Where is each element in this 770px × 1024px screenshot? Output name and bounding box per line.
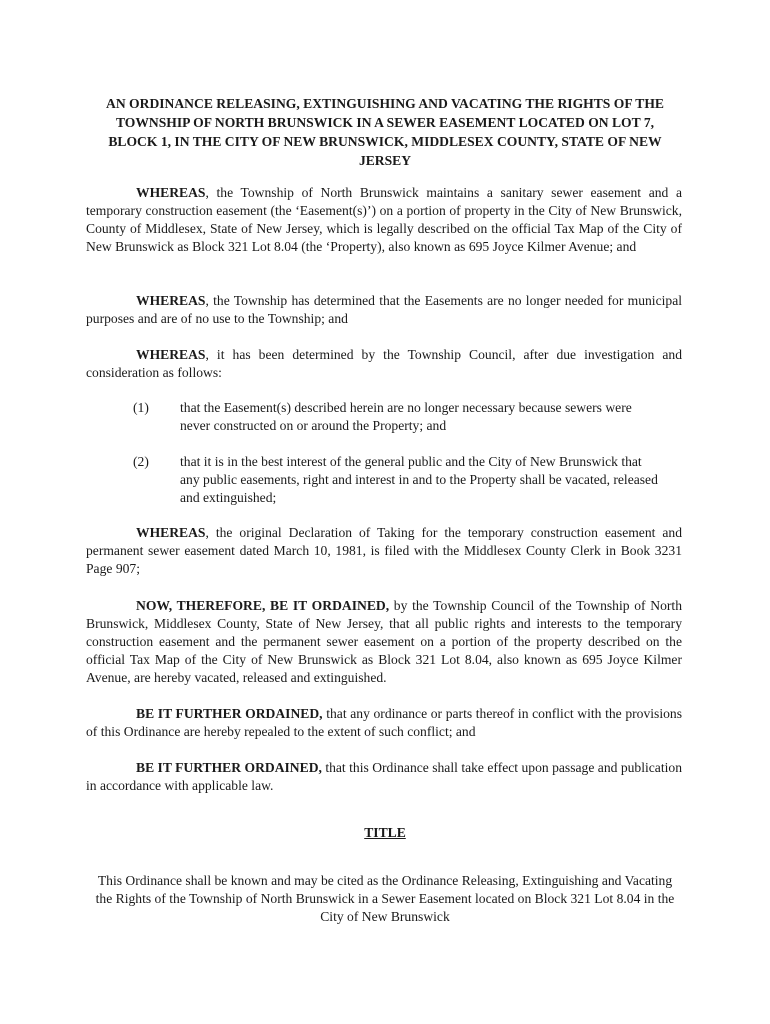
ordained-lead: NOW, THEREFORE, BE IT ORDAINED, (136, 598, 390, 613)
further-ordained-paragraph-2 (86, 759, 682, 795)
whereas-paragraph-1 (86, 184, 682, 256)
whereas-text: , the original Declaration of Taking for the temporary construction easement and permanent sewer easement dated March 10, 1981, is filed with the Middlesex County Clerk in Book 3231 Page 907; (86, 525, 682, 576)
whereas-text: , it has been determined by the Township Council, after due investigation and consideration as follows: (86, 347, 682, 380)
whereas-text: , the Township has determined that the Easements are no longer needed for municipal purposes and are of no use to the Township; and (86, 293, 682, 326)
whereas-lead: WHEREAS (136, 525, 206, 540)
ordained-text: by the Township Council of the Township of North Brunswick, Middlesex County, State of New Jersey, that all public rights and interests to the temporary construction easement and the permanent sewer easement on a portion of the property described on the official Tax Map of the City of New Brunswick as Block 321 Lot 8.04, also known as 695 Joyce Kilmer Avenue, are hereby vacated, released and extinguished. (86, 598, 682, 685)
further-ordained-text: that any ordinance or parts thereof in conflict with the provisions of this Ordinance are hereby repealed to the extent of such conflict; and (86, 706, 682, 739)
whereas-lead: WHEREAS (136, 347, 206, 362)
list-item-number: (2) (133, 454, 149, 469)
list-item-number: (1) (133, 400, 149, 415)
further-ordained-lead: BE IT FURTHER ORDAINED, (136, 706, 323, 721)
whereas-paragraph-4 (86, 524, 682, 578)
list-item-text: that the Easement(s) described herein are no longer necessary because sewers were never constructed on or around the Property; and (180, 400, 632, 433)
whereas-paragraph-3 (86, 346, 682, 382)
further-ordained-text: that this Ordinance shall take effect upon passage and publication in accordance with applicable law. (86, 760, 682, 793)
further-ordained-lead: BE IT FURTHER ORDAINED, (136, 760, 322, 775)
whereas-paragraph-2 (86, 292, 682, 328)
closing-paragraph: This Ordinance shall be known and may be cited as the Ordinance Releasing, Extinguishing and Vacating the Rights of the Township of North Brunswick in a Sewer Easement located on Block 321 Lot 8.04 in the City of New Brunswick (95, 873, 675, 924)
whereas-lead: WHEREAS (136, 293, 206, 308)
ordained-paragraph (86, 597, 682, 687)
ordinance-title: AN ORDINANCE RELEASING, EXTINGUISHING AND VACATING THE RIGHTS OF THE TOWNSHIP OF NORTH BRUNSWICK IN A SEWER EASEMENT LOCATED ON LOT 7, BLOCK 1, IN THE CITY OF NEW BRUNSWICK, MIDDLESEX COUNTY, STATE OF NEW JERSEY (106, 96, 664, 168)
section-title: TITLE (364, 825, 406, 840)
whereas-lead: WHEREAS (136, 185, 206, 200)
further-ordained-paragraph-1 (86, 705, 682, 741)
list-item-text: that it is in the best interest of the general public and the City of New Brunswick that any public easements, right and interest in and to the Property shall be vacated, released and extinguished; (180, 454, 658, 505)
whereas-text: , the Township of North Brunswick maintains a sanitary sewer easement and a temporary construction easement (the ‘Easement(s)’) on a portion of property in the City of New Brunswick, County of Middlesex, State of New Jersey, which is legally described on the official Tax Map of the City of New Brunswick as Block 321 Lot 8.04 (the ‘Property), also known as 695 Joyce Kilmer Avenue; and (86, 185, 682, 254)
